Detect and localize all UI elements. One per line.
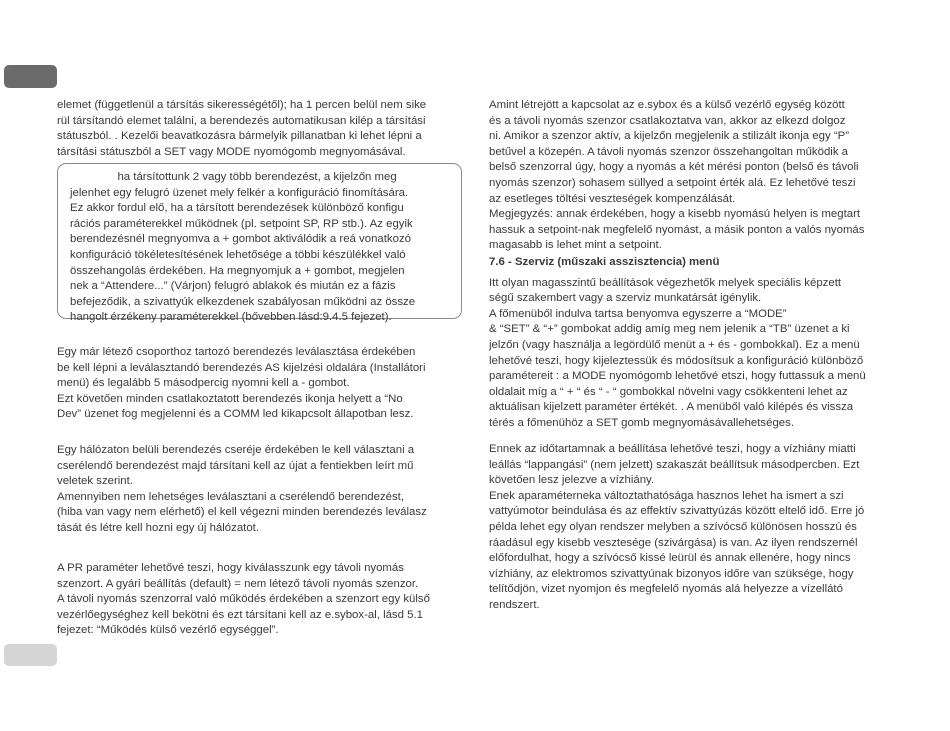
text-line: leállás “lappangási” (nem jelzett) szakaszát beállítsuk másodpercben. Ezt <box>489 458 860 471</box>
page-tab-marker-top <box>4 65 57 88</box>
text-line: szenzort. A gyári beállítás (default) = nem létező távoli nyomás szenzor. <box>57 577 419 590</box>
text-line: Megjegyzés: annak érdekében, hogy a kisebb nyomású helyen is megtart <box>489 208 861 221</box>
right-section-7-6 <box>489 255 894 432</box>
note-line: hangolt érzékeny paraméterekkel (bővebben lásd:9.4.5 fejezet). <box>70 311 392 324</box>
left-paragraph-4 <box>57 561 462 639</box>
text-line: követően lesz jelezve a vízhiány. <box>489 474 655 487</box>
text-line: fejezet: “Működés külső vezérlő egységgel”. <box>57 624 279 637</box>
note-line: jelenhet egy felugró üzenet mely felkér a konfiguráció finomítására. <box>70 186 409 199</box>
left-paragraph-3 <box>57 443 462 537</box>
text-line: & “SET” & “+” gombokat addig amíg meg nem jelenik a “TB” üzenet a ki <box>489 323 850 336</box>
right-paragraph-1 <box>489 98 894 254</box>
text-line: tását és létre kell hozni egy új hálózatot. <box>57 521 259 534</box>
text-line: aktuálisan kijelzett paraméter értékét. . A menüből való kilépés és vissza <box>489 401 854 414</box>
left-paragraph-2 <box>57 345 462 423</box>
note-line: Ez akkor fordul elő, ha a társított berendezések különböző konfigu <box>70 202 404 215</box>
text-line: Egy hálózaton belüli berendezés cseréje érdekében le kell választani a <box>57 444 415 456</box>
page-tab-marker-bottom <box>4 644 57 666</box>
note-line: berendezésnél megnyomva a + gombot aktiválódik a reá vonatkozó <box>70 233 411 246</box>
text-line: paramétereit : a MODE nyomógomb lehetővé etszi, hogy futtassuk a menü <box>489 370 866 383</box>
text-line: társítási státuszból a SET vagy MODE nyomógomb megnyomásával. <box>57 145 406 158</box>
note-line: összehangolás érdekében. Ha megnyomjuk a + gombot, megjelen <box>70 264 405 277</box>
text-line: menü) és legalább 5 másodpercig nyomni kell a - gombot. <box>57 377 350 390</box>
text-line: betűvel a közepén. A távoli nyomás szenzor összehangoltan működik a <box>489 145 849 158</box>
text-line: rül társítandó elemet találni, a berendezés automatikusan kilép a társítási <box>57 114 426 127</box>
text-line: A PR paraméter lehetővé teszi, hogy kiválasszunk egy távoli nyomás <box>57 562 404 574</box>
text-line: hassuk a setpoint-nak megfelelő nyomást, a másik ponton a valós nyomás <box>489 223 865 236</box>
text-line: Ezt követően minden csatlakoztatott berendezés ikonja helyett a “No <box>57 392 403 405</box>
text-line: veletek szerint. <box>57 475 133 488</box>
text-line: térés a főmenühöz a SET gomb megnyomásávallehetséges. <box>489 416 794 429</box>
text-line: cserélendő berendezést majd társítani kell az újat a fentiekben leírt mű <box>57 459 414 472</box>
text-line: ráadásul egy kisebb vesztesége (szivárgása) is van. Az ilyen rendszernél <box>489 536 858 549</box>
text-line: Amint létrejött a kapcsolat az e.sybox és a külső vezérlő egység között <box>489 99 845 111</box>
text-line: nyomás szenzor) sohasem süllyed a setpoint érték alá. Ez lehetővé teszi <box>489 176 856 189</box>
text-line: vízhiány, az elektromos szivattyúnak bizonyos időre van szüksége, hogy <box>489 567 854 580</box>
note-line: ha társítottunk 2 vagy több berendezést, a kijelzőn meg <box>70 171 397 183</box>
text-line: A főmenüből indulva tartsa benyomva egyszerre a “MODE” <box>489 307 787 320</box>
text-line: vezérlőegységhez kell bekötni és ezt társítani kell az e.sybox-al, lásd 5.1 <box>57 608 423 621</box>
text-line: Enek aparaméterneka változtathatósága hasznos lehet ha ismert a szi <box>489 489 844 502</box>
text-line: státuszból. . Kezelői beavatkozásra bármelyik pillanatban ki lehet lépni a <box>57 130 422 143</box>
text-line: ni. Amikor a szenzor aktív, a kijelzőn megjelenik a stilizált ikonja egy “P” <box>489 130 850 143</box>
text-line: jelzőn (vagy használja a legördülő menüt a + és - gombokkal). Ez a menü <box>489 338 860 351</box>
text-line: be kell lépni a leválasztandó berendezés AS kijelzési oldalára (Installátori <box>57 361 426 374</box>
section-heading: 7.6 - Szerviz (műszaki asszisztencia) menü <box>489 256 720 268</box>
text-line: ségű szakembert vagy a szerviz munkatársát igénylik. <box>489 292 762 305</box>
text-line: (hiba van vagy nem elérhető) el kell végezni minden berendezés leválasz <box>57 506 427 519</box>
text-line: példa lehet egy olyan rendszer melyben a szívócső különösen hosszú és <box>489 520 857 533</box>
text-line: Dev” üzenet fog megjelenni és a COMM led kikapcsolt állapotban lesz. <box>57 408 414 421</box>
text-line: belső szenzorral úgy, hogy a nyomás a két mérési ponton (belső és távoli <box>489 161 859 174</box>
note-line: nek a “Attendere...” (Várjon) felugró ablakok és miután ez a fázis <box>70 280 396 293</box>
note-line: befejeződik, a szivattyúk elkezdenek szabályosan működni az össze <box>70 295 416 308</box>
text-line: az esetleges töltési veszteségek kompenzálását. <box>489 192 736 205</box>
text-line: vattyúmotor beindulása és az effektív szivattyúzás között eltelő idő. Erre jó <box>489 505 865 518</box>
text-line: Egy már létező csoporthoz tartozó berendezés leválasztása érdekében <box>57 346 416 358</box>
left-top-paragraph <box>57 98 462 160</box>
text-line: Itt olyan magasszintű beállítások végezhetők melyek speciális képzett <box>489 276 842 289</box>
text-line: telítődjön, vizet nyomjon és megfelelő nyomás alá helyezze a vízellátó <box>489 583 843 596</box>
text-line: A távoli nyomás szenzorral való működés érdekében a szenzort egy külső <box>57 593 430 606</box>
note-box <box>57 163 462 324</box>
note-line: rációs paraméterekkel működnek (pl. setpoint SP, RP stb.). Az egyik <box>70 217 413 230</box>
text-line: lehetővé teszi, hogy kijeleztessük és módosítsuk a konfiguráció különböző <box>489 354 864 367</box>
text-line: oldalait míg a “ + “ és “ - “ gombokkal növelni vagy csökkenteni lehet az <box>489 385 848 398</box>
right-paragraph-3 <box>489 442 894 614</box>
text-line: rendszert. <box>489 598 540 611</box>
text-line: és a távoli nyomás szenzor csatlakoztatva van, akkor az elkezd dolgoz <box>489 114 846 127</box>
note-line: konfiguráció tökéletesítésének lehetősége a többi készülékkel való <box>70 248 406 261</box>
text-line: Amennyiben nem lehetséges leválasztani a cserélendő berendezést, <box>57 490 404 503</box>
text-line: magasabb is lehet mint a setpoint. <box>489 239 662 252</box>
text-line: elemet (függetlenül a társítás sikerességétől); ha 1 percen belül nem sike <box>57 99 427 111</box>
text-line: Ennek az időtartamnak a beállítása lehetővé teszi, hogy a vízhiány miatti <box>489 443 856 455</box>
text-line: előfordulhat, hogy a szívócső kissé leürül és annak ellenére, hogy nincs <box>489 552 851 565</box>
